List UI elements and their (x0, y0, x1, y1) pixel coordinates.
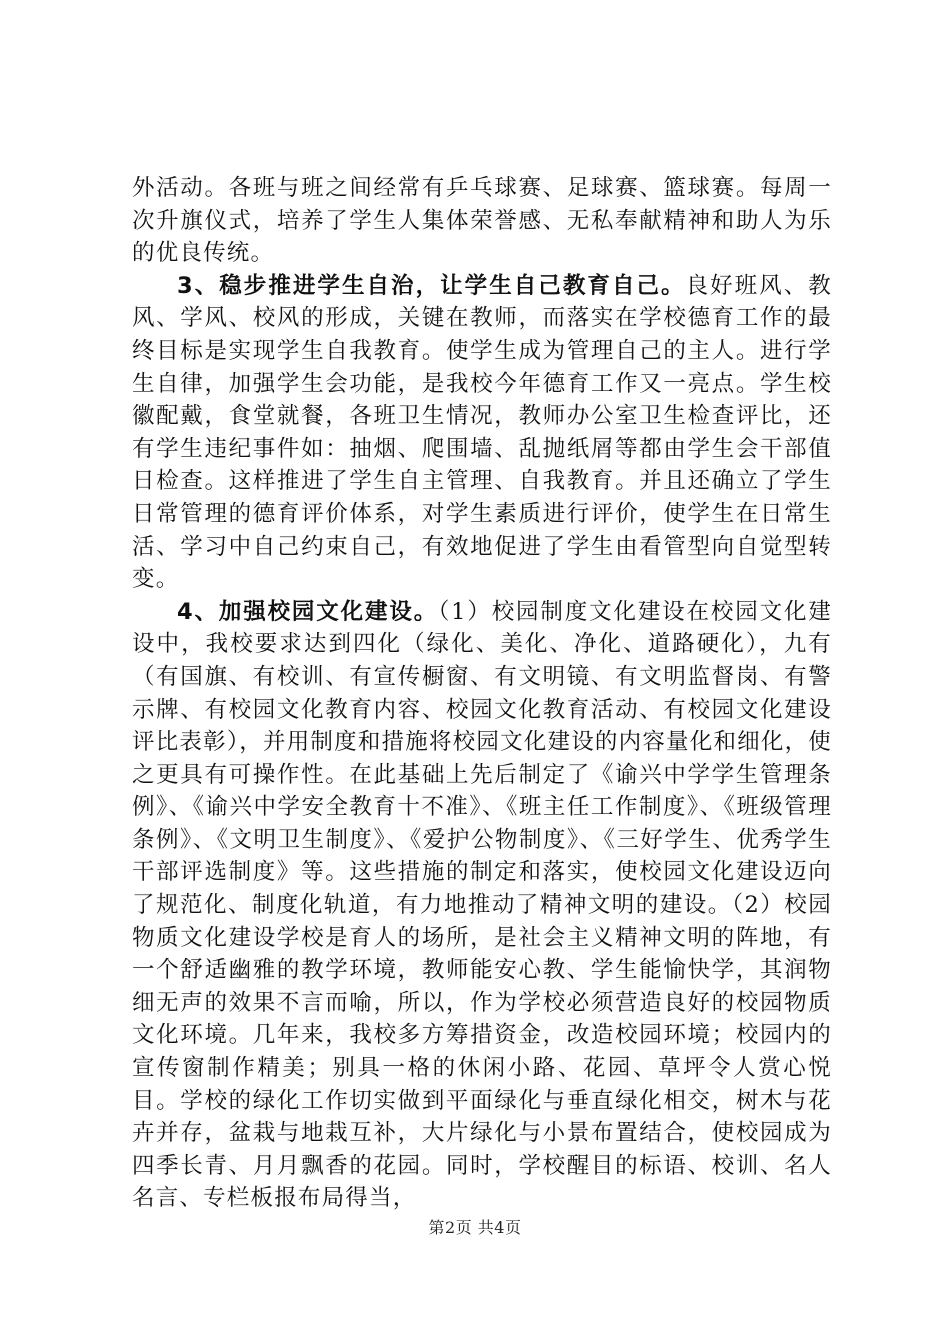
paragraph-continuation (132, 172, 832, 270)
paragraph-text: 外活动。各班与班之间经常有乒乓球赛、足球赛、篮球赛。每周一次升旗仪式，培养了学生人集体荣誉感、无私奉献精神和助人为乐的优良传统。 (132, 175, 832, 267)
paragraph-campus-culture (132, 596, 832, 1215)
paragraph-student-self-governance (132, 270, 832, 596)
paragraph-heading: 3、稳步推进学生自治，让学生自己教育自己。 (177, 272, 686, 299)
paragraph-heading: 4、加强校园文化建设。 (177, 598, 439, 625)
paragraph-text: （1）校园制度文化建设在校园文化建设中，我校要求达到四化（绿化、美化、净化、道路硬化），九有（有国旗、有校训、有宣传橱窗、有文明镜、有文明监督岗、有警示牌、有校园文化教育内容、校园文化教育活动、有校园文化建设评比表彰），并用制度和措施将校园文化建设的内容量化和细化，使之更具有可操作性。在此基础上先后制定了《谕兴中学学生管理条例》、《谕兴中学安全教育十不准》、《班主任工作制度》、《班级管理条例》、《文明卫生制度》、《爱护公物制度》、《三好学生、优秀学生干部评选制度》等。这些措施的制定和落实，使校园文化建设迈向了规范化、制度化轨道，有力地推动了精神文明的建设。（2）校园物质文化建设学校是育人的场所，是社会主义精神文明的阵地，有一个舒适幽雅的教学环境，教师能安心教、学生能愉快学，其润物细无声的效果不言而喻，所以，作为学校必须营造良好的校园物质文化环境。几年来，我校多方筹措资金，改造校园环境；校园内的宣传窗制作精美；别具一格的休闲小路、花园、草坪令人赏心悦目。学校的绿化工作切实做到平面绿化与垂直绿化相交，树木与花卉并存，盆栽与地栽互补，大片绿化与小景布置结合，使校园成为四季长青、月月飘香的花园。同时，学校醒目的标语、校训、名人名言、专栏板报布局得当， (132, 598, 833, 1212)
paragraph-text: 良好班风、教风、学风、校风的形成，关键在教师，而落实在学校德育工作的最终目标是实现学生自我教育。使学生成为管理自己的主人。进行学生自律，加强学生会功能，是我校今年德育工作又一亮点。学生校徽配戴，食堂就餐，各班卫生情况，教师办公室卫生检查评比，还有学生违纪事件如：抽烟、爬围墙、乱抛纸屑等都由学生会干部值日检查。这样推进了学生自主管理、自我教育。并且还确立了学生日常管理的德育评价体系，对学生素质进行评价，使学生在日常生活、学习中自己约束自己，有效地促进了学生由看管型向自觉型转变。 (132, 272, 832, 593)
page-number-footer: 第2页 共4页 (428, 1218, 522, 1237)
document-body (132, 172, 832, 1215)
